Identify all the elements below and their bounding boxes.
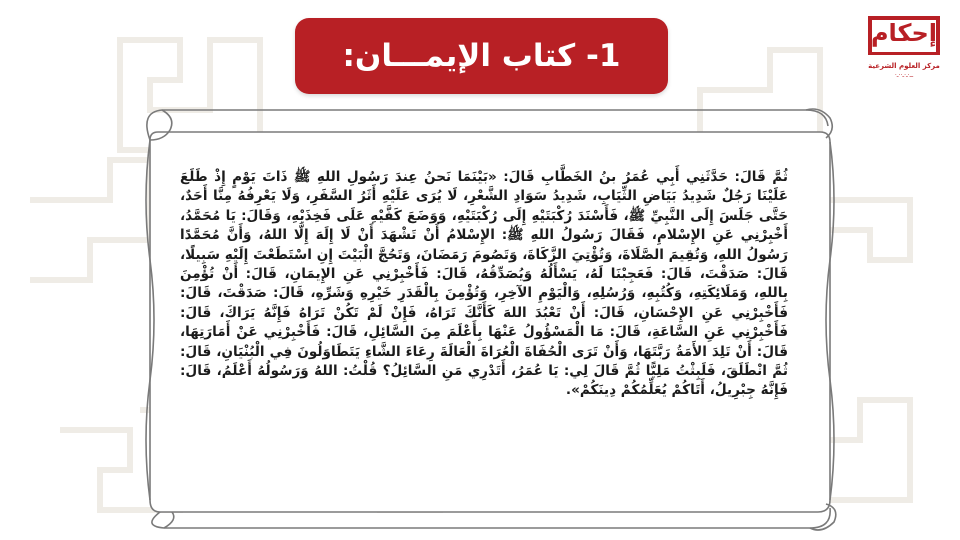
logo-subtitle: مركز العلوم الشرعية — [868, 62, 940, 70]
logo-tagline: ·ــ·ـ·ـ··ـ — [894, 72, 914, 79]
slide-title: 1- كتاب الإيمـــان: — [342, 38, 621, 74]
logo-name: إحكام — [870, 19, 938, 47]
hadith-text: ثُمَّ قَالَ: حَدَّثَنِي أَبِي عُمَرُ بنُ الخَطَّابِ قَالَ: «بَيْنَمَا نَحنُ عِندَ رَسُولِ اللهِ ﷺ ذَاتَ يَوْمٍ إِذْ طَلَعَ عَلَيْنَا رَجُلٌ شَدِيدُ بَيَاضِ الثِّيَابِ، شَدِيدُ سَوَادِ الشَّعْرِ، لَا يُرَى عَلَيْهِ أَثَرُ السَّفَرِ، وَلَا يَعْرِفُهُ مِنَّا أَحَدٌ، حَتَّى جَلَسَ إِلَى النَّبِيِّ ﷺ، فَأَسْنَدَ رُكْبَتَيْهِ إِلَى رُكْبَتَيْهِ، وَوَضَعَ كَفَّيْهِ عَلَى فَخِذَيْهِ، وَقَالَ: يَا مُحَمَّدُ، أَخْبِرْنِي عَنِ الإِسْلامِ، فَقَالَ رَسُولُ اللهِ ﷺ: الإِسْلامُ أَنْ تَشْهَدَ أَنْ لَا إِلَهَ إِلَّا اللهُ، وَأَنَّ مُحَمَّدًا رَسُولُ اللهِ، وَتُقِيمَ الصَّلَاةَ، وَتُؤْتِيَ الزَّكَاةَ، وَتَصُومَ رَمَضَانَ، وَتَحُجَّ الْبَيْتَ إِنِ اسْتَطَعْتَ إِلَيْهِ سَبِيلًا، قَالَ: صَدَقْتَ، قَالَ: فَعَجِبْنَا لَهُ، يَسْأَلُهُ وَيُصَدِّقُهُ، قَالَ: فَأَخْبِرْنِي عَنِ الإِيمَانِ، قَالَ: أَنْ تُؤْمِنَ بِاللهِ، وَمَلَائِكَتِهِ، وَكُتُبِهِ، وَرُسُلِهِ، وَالْيَوْمِ الآخِرِ، وَتُؤْمِنَ بِالْقَدَرِ خَيْرِهِ وَشَرِّهِ، قَالَ: صَدَقْتَ، قَالَ: فَأَخْبِرْنِي عَنِ الإِحْسَانِ، قَالَ: أَنْ تَعْبُدَ اللهَ كَأَنَّكَ تَرَاهُ، فَإِنْ لَمْ تَكُنْ تَرَاهُ فَإِنَّهُ يَرَاكَ، قَالَ: فَأَخْبِرْنِي عَنِ السَّاعَةِ، قَالَ: مَا الْمَسْؤُولُ عَنْهَا بِأَعْلَمَ مِنَ السَّائِلِ، قَالَ: فَأَخْبِرْنِي عَنْ أَمَارَتِهَا، قَالَ: أَنْ تَلِدَ الأَمَةُ رَبَّتَهَا، وَأَنْ تَرَى الْحُفَاةَ الْعُرَاةَ الْعَالَةَ رِعَاءَ الشَّاءِ يَتَطَاوَلُونَ فِي الْبُنْيَانِ، قَالَ: ثُمَّ انْطَلَقَ، فَلَبِثْتُ مَلِيًّا ثُمَّ قَالَ لِي: يَا عُمَرُ، أَتَدْرِي مَنِ السَّائِلُ؟ قُلْتُ: اللهُ وَرَسُولُهُ أَعْلَمُ، قَالَ: فَإِنَّهُ جِبْرِيلُ، أَتَاكُمْ يُعَلِّمُكُمْ دِينَكُمْ». — [180, 169, 788, 399]
title-banner — [295, 18, 668, 94]
